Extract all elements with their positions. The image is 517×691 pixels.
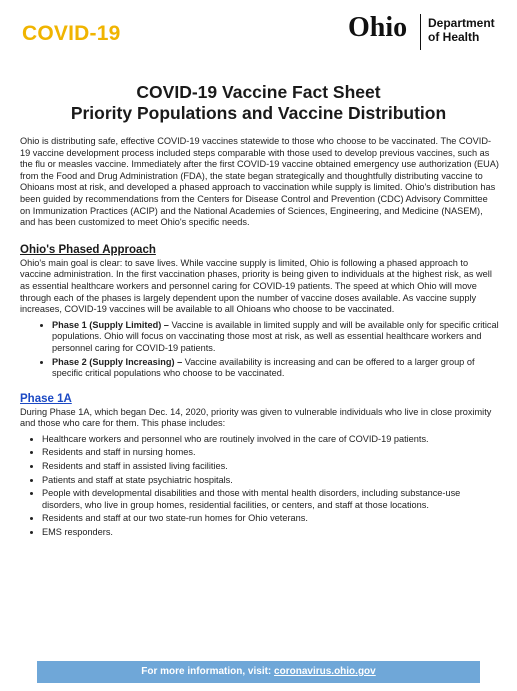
phase-label: Phase 1 (Supply Limited) – <box>52 319 169 330</box>
list-item: • Healthcare workers and personnel who are routinely involved in the care of COVID-19 patients. <box>42 434 500 446</box>
footer-link[interactable]: coronavirus.ohio.gov <box>274 666 376 677</box>
phase-text: Vaccine is available in limited supply and will be available only for specific critical populations. Ohio will focus on vaccinating those most at risk, as well as essential healthcare workers and personnel caring for COVID-19 patients. <box>52 319 499 353</box>
list-item: • Residents and staff in nursing homes. <box>42 447 500 459</box>
footer-prefix: For more information, visit: <box>141 666 275 677</box>
phase-list <box>20 320 500 380</box>
list-item: • EMS responders. <box>42 527 500 539</box>
dept-line-2: of Health <box>428 30 480 44</box>
ohio-logo: Ohio <box>348 12 408 43</box>
document-title <box>0 82 517 124</box>
phase-1a-list <box>20 434 500 539</box>
title-line-2: Priority Populations and Vaccine Distribution <box>70 103 447 123</box>
list-item: • Patients and staff at state psychiatric hospitals. <box>42 475 500 487</box>
list-item: • Residents and staff in assisted living facilities. <box>42 461 500 473</box>
footer-bar <box>37 661 480 683</box>
title-line-1: COVID-19 Vaccine Fact Sheet <box>136 82 381 102</box>
page-header <box>0 0 517 70</box>
covid-19-badge: COVID-19 <box>22 22 121 45</box>
intro-paragraph: Ohio is distributing safe, effective COVID-19 vaccines statewide to those who choose to be vaccinated. The COVID-19 vaccine development process included steps comparable with those used to develop previous vaccines, such as the flu or measles vaccine. Immediately after the first COVID-19 vaccine obtained emergency use authorization (EUA) from the Food and Drug Administration (FDA), the state began strategically and thoughtfully distributing vaccine to Ohioans most at risk, and developed a phased approach to vaccination while supply is limited. Ohio's distribution has been guided by recommendations from the Centers for Disease Control and Prevention (CDC) Advisory Committee on Immunization Practices (ACIP) and the National Academies of Sciences, Engineering, and Medicine (NASEM), and has been customized to meet Ohio's specific needs. <box>20 136 499 228</box>
dept-line-1: Department <box>428 16 495 30</box>
document-body <box>20 136 500 541</box>
phase-1a-heading: Phase 1A <box>20 392 72 405</box>
list-item: • Residents and staff at our two state-run homes for Ohio veterans. <box>42 513 500 525</box>
list-item <box>52 357 500 380</box>
department-of-health-label <box>428 16 495 44</box>
phase-text: Vaccine availability is increasing and can be offered to a larger group of specific critical populations who choose to be vaccinated. <box>52 356 475 379</box>
phased-approach-heading: Ohio's Phased Approach <box>20 243 156 256</box>
logo-divider <box>420 14 421 50</box>
phase-1a-paragraph: During Phase 1A, which began Dec. 14, 2020, priority was given to vulnerable individuals who live in close proximity and those who care for them. This phase includes: <box>20 406 492 429</box>
phased-approach-paragraph: Ohio's main goal is clear: to save lives. While vaccine supply is limited, Ohio is following a phased approach to vaccine administration. In the first vaccination phases, priority is being given to individuals at the highest risk, as well as essential healthcare workers and personnel caring for COVID-19 patients. The speed at which Ohio will move through each of the phases is largely dependent upon the number of vaccine doses available. As vaccine supply increases, COVID-19 vaccines will be available to all Ohioans who choose to be vaccinated. <box>20 257 492 315</box>
list-item: • People with developmental disabilities and those with mental health disorders, including substance-use disorders, who live in group homes, residential facilities, or centers, and staff at those locations. <box>42 488 500 511</box>
phase-label: Phase 2 (Supply Increasing) – <box>52 356 183 367</box>
list-item <box>52 320 500 355</box>
